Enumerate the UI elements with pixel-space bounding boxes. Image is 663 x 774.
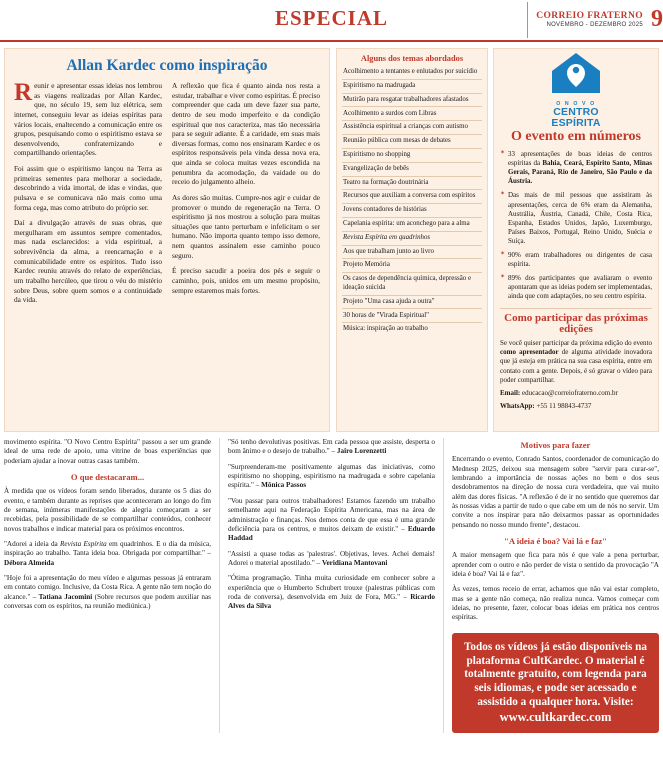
paragraph: "Vou passar para outros trabalhadores! Estamos fazendo um trabalho semelhante aqui na Federação Espírita Americana, mas na área de administração e finanças. Nos demos conta de que essa é uma grande deficiência para os centros, e muitos deixam de existir." – Eduardo Haddad bbox=[228, 496, 435, 543]
bottom-columns bbox=[0, 432, 663, 737]
promo-url[interactable]: www.cultkardec.com bbox=[499, 709, 612, 724]
masthead-name: CORREIO FRATERNO bbox=[536, 11, 643, 22]
whatsapp-label: WhatsApp: bbox=[500, 401, 535, 410]
list-item: Os casos de dependência química, depressão e ideação suicida bbox=[342, 273, 482, 295]
list-item: Reunião pública com mesas de debates bbox=[342, 135, 482, 149]
feature-paragraph: A reflexão que fica é quanto ainda nos resta a estudar, trabalhar e viver como espíritas. É preciso compreender que cada um deve fazer sua parte, dentro de seu modo imperfeito e da condição espiritual que nos caracteriza, mas tão necessária para se seguir adiante. É a caridade, em suas mais diversas formas, como nos ensinaram Kardec e os espíritos responsáveis pela vinda dessa nova era, que ainda se coloca muitas vezes escondida na penumbra da acomodação, da vaidade ou do receio do julgamento alheio. bbox=[172, 81, 320, 187]
event-numbers-list bbox=[500, 150, 652, 301]
list-item: ✶ 33 apresentações de boas ideias de centros espíritas da Bahia, Ceará, Espírito Santo, Minas Gerais, Paraná, Rio de Janeiro, São Paulo e da Áustria. bbox=[500, 150, 652, 186]
subheading: Motivos para fazer bbox=[520, 440, 591, 450]
feature-sidebar bbox=[336, 48, 659, 432]
paragraph: "Assisti a quase todas as 'palestras'. Objetivas, leves. Achei demais! Adorei o material apostilado." – Veridiana Mantovani bbox=[228, 549, 435, 567]
page-header bbox=[0, 0, 663, 42]
paragraph: Encerrando o evento, Conrado Santos, coordenador de comunicação do Mednesp 2025, deixou sua mensagem sobre "servir para curar-se", lembrando a importância de nossas ações no bem e dos seus desdobramentos na direção de nossa cura verdadeira, que vai muito além das dores físicas. "A reflexão é de ir no sentido que queremos dar às nossas vidas a partir de tudo o que cabe em um de nós no servir. Um convite a nos inspirar para não deixarmos passar as oportunidades pensando no nosso mundo frente", destacou. bbox=[452, 455, 659, 529]
masthead bbox=[536, 11, 651, 29]
page-title: ESPECIAL bbox=[274, 6, 389, 30]
list-item: Recursos que auxiliam a conversa com espíritos bbox=[342, 190, 482, 204]
list-item: Projeto Memória bbox=[342, 259, 482, 273]
list-item: Evangelização de bebês bbox=[342, 163, 482, 177]
event-box bbox=[493, 48, 659, 432]
column-divider bbox=[219, 438, 220, 733]
paragraph: A maior mensagem que fica para nós é que vale a pena perturbar, aprender com o outro e não perder de vista o sentido da provocação "A ideia é boa? Vai lá e faz". bbox=[452, 551, 659, 578]
feature-title: Allan Kardec como inspiração bbox=[66, 57, 268, 74]
column-divider bbox=[443, 438, 444, 733]
list-item: Acolhimento a surdos com Libras bbox=[342, 107, 482, 121]
centro-espirita-logo bbox=[500, 51, 652, 128]
paragraph: Às vezes, temos receio de errar, achamos que não vai estar completo, mas se a gente não começa, não realiza nunca. Vamos começar com ideias, no presente, fazer, colocar boas ideias em prática nos centros espíritas. bbox=[452, 585, 659, 622]
list-item: Capelania espírita: um aconchego para a alma bbox=[342, 218, 482, 232]
topics-box bbox=[336, 48, 488, 432]
list-item: Espiritismo na madrugada bbox=[342, 80, 482, 94]
list-item: Teatro na formação doutrinária bbox=[342, 177, 482, 191]
feature-article bbox=[4, 48, 330, 432]
paragraph: "Adorei a ideia da Revista Espírita em quadrinhos. E o dia da música, inspiração ao trabalho. Tanta ideia boa. Obrigada por compartilhar." – Débora Almeida bbox=[4, 540, 211, 567]
list-item: ✶ 90% eram trabalhadores ou dirigentes de casa espírita. bbox=[500, 251, 652, 269]
paragraph: "Ótima programação. Tinha muita curiosidade em conhecer sobre a experiência que o Humberto Schubert trouxe (palestras públicas com roda de conversa), desenvolvida em Juiz de Fora, MG." – Ricardo Alves da Silva bbox=[228, 574, 435, 611]
paragraph: À medida que os vídeos foram sendo liberados, durante os 5 dias do evento, e também durante as reprises que aconteceram ao longo do fim de semana, inúmeras manifestações de alegria começaram a ser recebidas, pela possibilidade de se compartilhar conteúdos, conhecer novos trabalhos e indicar material para os próximos encontros. bbox=[4, 487, 211, 533]
list-item: Espiritismo no shopping bbox=[342, 149, 482, 163]
paragraph: movimento espírita. "O Novo Centro Espírita" passou a ser um grande ideal de uma rede de apoio, uma vitrine de boas experiências que poderiam ajudar a inovar outras casas também. bbox=[4, 438, 211, 465]
bottom-column-1 bbox=[4, 438, 211, 733]
email-label: Email: bbox=[500, 388, 521, 397]
paragraph: "Hoje foi a apresentação do meu vídeo e algumas pessoas já entraram em contato comigo. Inclusive, da Costa Rica. A gente não tem noção do alcance." – Tatiana Jacomini (Sobre recursos que podem auxiliar nas conversas com os espíritos, na reunião mediúnica.) bbox=[4, 574, 211, 611]
logo-name-line2: ESPÍRITA bbox=[551, 116, 601, 129]
list-item: ✶ Das mais de mil pessoas que assistiram às apresentações, cerca de 6% eram da Alemanha, Austrália, Áustria, Canadá, Chile, Costa Rica, Espanha, Estados Unidos, Japão, Luxemburgo, Países Baixos, Portugal, Reino Unido, Suécia e Suíça. bbox=[500, 191, 652, 246]
list-item: 30 horas de "Virada Espiritual" bbox=[342, 309, 482, 323]
logo-name-line1: CENTRO bbox=[553, 106, 599, 118]
paragraph: "Surpreenderam-me positivamente algumas das iniciativas, como espiritismo no shopping, espiritismo na madrugada e sobre capelania espírita." – Mônica Passos bbox=[228, 462, 435, 490]
promo-box bbox=[452, 633, 659, 733]
list-item: Aos que trabalham junto ao livro bbox=[342, 246, 482, 260]
list-item: Música: inspiração ao trabalho bbox=[343, 325, 428, 333]
participar-title: Como participar das próximas edições bbox=[504, 311, 648, 336]
subheading: "A ideia é boa? Vai lá e faz" bbox=[504, 536, 607, 547]
page-number: 9 bbox=[651, 6, 663, 32]
feature-paragraph: Foi assim que o espiritismo lançou na Terra as primeiras sementes para melhorar a sociedade, descobrindo a vida imortal, de idas e vindas, que pulsava e se comunicava não mais como uma forma cega, mas como atributo do próprio ser. bbox=[14, 164, 162, 212]
feature-paragraph: É preciso sacudir a poeira dos pés e seguir o caminho, pois, unidos em um mesmo propósito, sempre estaremos mais fortes. bbox=[172, 266, 320, 295]
list-item bbox=[342, 232, 482, 246]
masthead-date: NOVEMBRO - DEZEMBRO 2025 bbox=[546, 22, 643, 29]
list-item: Jovens contadores de histórias bbox=[342, 204, 482, 218]
topics-list bbox=[342, 66, 482, 336]
list-item: ✶ 89% dos participantes que avaliaram o evento apontaram que as ideias podem ser implementadas, ainda que com adaptações, no seu centro espírita. bbox=[500, 274, 652, 301]
bottom-column-3 bbox=[452, 438, 659, 733]
subheading: O que destacaram... bbox=[70, 472, 145, 483]
promo-text: Todos os vídeos já estão disponíveis na plataforma CultKardec. O material é totalmente gratuito, com legenda para seis idiomas, e pode ser acessado e assistido a qualquer hora. Visite: bbox=[464, 640, 647, 708]
list-item: Mutirão para resgatar trabalhadores afastados bbox=[342, 94, 482, 108]
house-dove-icon bbox=[549, 51, 603, 95]
logo-top-line: O N O V O bbox=[556, 101, 596, 107]
feature-paragraph: Daí a divulgação através de suas obras, que mergulharam em assuntos sempre comentados, mas nada esclarecidos: a vida espiritual, a sobrevivência da alma, a reencarnação e a comunicabilidade entre os espíritos. Tudo isso Kardec reuniu através do relato de experiências, um trabalho hercúleo, que tirou o véu do mistério sobre Deus, sobre quem somos e a continuidade da vida. bbox=[14, 218, 162, 305]
list-item: Acolhimento a tentantes e enlutados por suicídio bbox=[342, 66, 482, 80]
whatsapp-value[interactable]: +55 11 98843-4737 bbox=[536, 401, 592, 410]
participar-text: Se você quiser participar da próxima edição do evento como apresentador de alguma atividade inovadora que já esteja em prática na sua casa espírita, entre em contato com a gente. Depois, é só gravar o vídeo para poder compartilhar. bbox=[500, 339, 652, 384]
list-item: Projeto "Uma casa ajuda a outra" bbox=[342, 296, 482, 310]
list-item: Assistência espiritual a crianças com autismo bbox=[342, 121, 482, 135]
masthead-block bbox=[527, 2, 663, 38]
participar-section bbox=[500, 308, 652, 411]
bottom-column-2 bbox=[228, 438, 435, 733]
whatsapp-line bbox=[500, 402, 652, 411]
event-title: O evento em números bbox=[511, 129, 641, 145]
feature-area bbox=[0, 42, 663, 432]
feature-paragraph: Reunir e apresentar essas ideias nos lembrou as viagens realizadas por Allan Kardec, que, no século 19, sem luz elétrica, sem internet, conseguiu levar as ideias espíritas para vários locais, enaltecendo a comunicação entre os grupos, pesquisando como o espiritismo estava se desenvolvendo, confraternizando e compartilhando orientações. bbox=[14, 79, 162, 158]
email-line bbox=[500, 389, 652, 398]
topics-title: Alguns dos temas abordados bbox=[360, 54, 464, 63]
list-item-emphasis: Revista Espírita em quadrinhos bbox=[343, 233, 431, 241]
feature-paragraph: As dores são muitas. Cumpre-nos agir e cuidar de promover o mundo de regeneração na Terra. O espiritismo já nos mostrou a solução para muitas situações que tanto perturbam e infelicitam o ser humano. Não importa quanto tempo isso demore, nem quantos assinalem esse caminho pouco seguro. bbox=[172, 192, 320, 260]
feature-body bbox=[14, 81, 320, 306]
paragraph: "Só tenho devolutivas positivas. Em cada pessoa que assiste, desperta o bom ânimo e o desejo de trabalho." – Jairo Lorenzetti bbox=[228, 438, 435, 456]
email-value[interactable]: educacao@correiofraterno.com.br bbox=[521, 388, 618, 397]
